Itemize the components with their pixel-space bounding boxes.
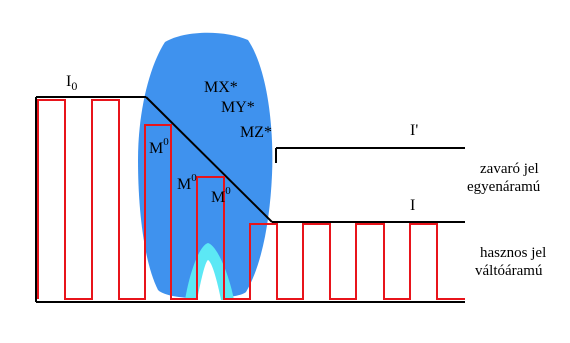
label-i0	[66, 73, 77, 93]
label-mz: MZ*	[240, 124, 272, 141]
label-useful-line1: hasznos jel	[480, 245, 547, 261]
label-i-prime: I'	[410, 122, 419, 139]
label-noise-line1: zavaró jel	[480, 161, 539, 177]
label-my: MY*	[221, 99, 255, 116]
label-i: I	[410, 197, 416, 214]
label-i0-sub: 0	[71, 79, 78, 93]
label-m0-c: $M^0$	[211, 185, 231, 206]
label-m0-a: $M^0$	[149, 136, 169, 157]
label-noise-line2: egyenáramú	[467, 179, 541, 195]
label-m0-b: $M^0$	[177, 172, 197, 193]
label-mx: MX*	[204, 79, 238, 96]
label-i0-main: I	[66, 73, 72, 90]
label-useful-line2: váltóáramú	[475, 263, 543, 279]
